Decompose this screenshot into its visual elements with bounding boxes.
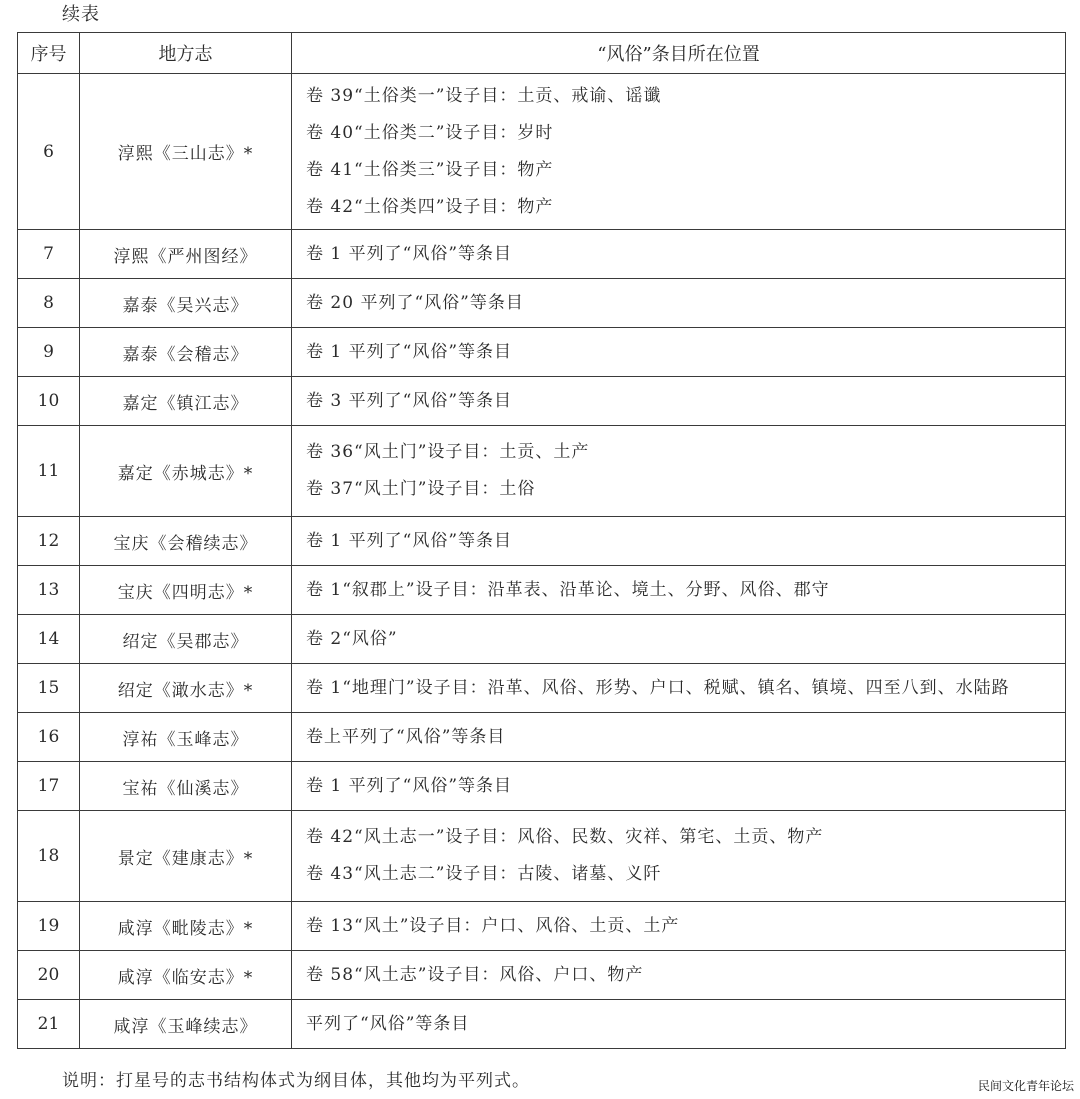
gazetteer-name: 绍定《吴郡志》	[80, 615, 292, 664]
custom-entry-location	[292, 230, 1066, 279]
location-line: 平列了“风俗”等条目	[306, 1013, 470, 1034]
row-number: 12	[18, 517, 80, 566]
gazetteer-name: 绍定《澉水志》*	[80, 664, 292, 713]
gazetteer-name: 景定《建康志》*	[80, 811, 292, 902]
location-line: 卷 1 平列了“风俗”等条目	[306, 530, 513, 551]
custom-entry-location	[292, 762, 1066, 811]
location-line: 卷 1“地理门”设子目：沿革、风俗、形势、户口、税赋、镇名、镇境、四至八到、水陆路	[306, 677, 1010, 698]
location-line: 卷 1 平列了“风俗”等条目	[306, 775, 513, 796]
row-number: 9	[18, 328, 80, 377]
custom-entry-location	[292, 279, 1066, 328]
custom-entry-location	[292, 615, 1066, 664]
table-row	[18, 426, 1066, 517]
table-row	[18, 1000, 1066, 1049]
location-line: 卷 20 平列了“风俗”等条目	[306, 292, 524, 313]
row-number: 16	[18, 713, 80, 762]
row-number: 11	[18, 426, 80, 517]
gazetteer-name: 宝庆《四明志》*	[80, 566, 292, 615]
custom-entry-location	[292, 426, 1066, 517]
header-location: “风俗”条目所在位置	[292, 33, 1066, 74]
custom-entry-location	[292, 664, 1066, 713]
custom-entry-location	[292, 1000, 1066, 1049]
table-row	[18, 762, 1066, 811]
location-line: 卷 41“土俗类三”设子目：物产	[306, 159, 554, 180]
custom-entry-location	[292, 713, 1066, 762]
gazetteer-name: 咸淳《临安志》*	[80, 951, 292, 1000]
gazetteer-name: 嘉泰《吴兴志》	[80, 279, 292, 328]
table-row	[18, 377, 1066, 426]
gazetteer-name: 咸淳《玉峰续志》	[80, 1000, 292, 1049]
table-row	[18, 615, 1066, 664]
gazetteer-name: 淳熙《严州图经》	[80, 230, 292, 279]
table-header-row	[18, 33, 1066, 74]
table-note: 说明：打星号的志书结构体式为纲目体，其他均为平列式。	[62, 1071, 530, 1091]
custom-entry-location	[292, 377, 1066, 426]
gazetteer-name: 嘉泰《会稽志》	[80, 328, 292, 377]
location-line: 卷 3 平列了“风俗”等条目	[306, 390, 513, 411]
custom-entry-location	[292, 74, 1066, 230]
location-line: 卷 1 平列了“风俗”等条目	[306, 341, 513, 362]
location-line: 卷 43“风土志二”设子目：古陵、诸墓、义阡	[306, 864, 662, 884]
location-line: 卷 58“风土志”设子目：风俗、户口、物产	[306, 964, 644, 985]
row-number: 14	[18, 615, 80, 664]
watermark-text: 民间文化青年论坛	[977, 1079, 1074, 1093]
table-row	[18, 664, 1066, 713]
location-line: 卷 13“风土”设子目：户口、风俗、土贡、土产	[306, 915, 680, 936]
table-continued-caption: 续表	[62, 4, 100, 25]
gazetteer-name: 嘉定《赤城志》*	[80, 426, 292, 517]
row-number: 17	[18, 762, 80, 811]
custom-entry-location	[292, 951, 1066, 1000]
table-row	[18, 517, 1066, 566]
table-row	[18, 566, 1066, 615]
location-line: 卷 36“风土门”设子目：土贡、土产	[306, 442, 590, 462]
row-number: 10	[18, 377, 80, 426]
header-num: 序号	[18, 33, 80, 74]
table-row	[18, 713, 1066, 762]
location-line: 卷 1 平列了“风俗”等条目	[306, 243, 513, 264]
location-line: 卷 2“风俗”	[306, 628, 398, 649]
row-number: 15	[18, 664, 80, 713]
table-row	[18, 811, 1066, 902]
table-row	[18, 328, 1066, 377]
custom-entry-location	[292, 566, 1066, 615]
table-row	[18, 74, 1066, 230]
custom-entry-location	[292, 328, 1066, 377]
gazetteer-name: 淳熙《三山志》*	[80, 74, 292, 230]
location-line: 卷 42“土俗类四”设子目：物产	[306, 196, 554, 217]
row-number: 6	[18, 74, 80, 230]
gazetteer-name: 宝祐《仙溪志》	[80, 762, 292, 811]
gazetteer-name: 宝庆《会稽续志》	[80, 517, 292, 566]
location-line: 卷 40“土俗类二”设子目：岁时	[306, 122, 554, 143]
table-row	[18, 230, 1066, 279]
row-number: 18	[18, 811, 80, 902]
table-row	[18, 279, 1066, 328]
location-line: 卷 1“叙郡上”设子目：沿革表、沿革论、境土、分野、风俗、郡守	[306, 579, 830, 600]
location-line: 卷 42“风土志一”设子目：风俗、民数、灾祥、第宅、土贡、物产	[306, 827, 824, 847]
custom-entry-location	[292, 902, 1066, 951]
row-number: 8	[18, 279, 80, 328]
header-gazetteer: 地方志	[80, 33, 292, 74]
table-row	[18, 951, 1066, 1000]
row-number: 21	[18, 1000, 80, 1049]
table-body	[18, 74, 1066, 1049]
custom-entry-location	[292, 811, 1066, 902]
local-gazetteer-table	[17, 32, 1066, 1049]
row-number: 20	[18, 951, 80, 1000]
location-line: 卷 37“风土门”设子目：土俗	[306, 479, 536, 499]
custom-entry-location	[292, 517, 1066, 566]
location-line: 卷上平列了“风俗”等条目	[306, 726, 506, 747]
gazetteer-name: 淳祐《玉峰志》	[80, 713, 292, 762]
row-number: 19	[18, 902, 80, 951]
location-line: 卷 39“土俗类一”设子目：土贡、戒谕、谣谶	[306, 85, 662, 106]
gazetteer-name: 咸淳《毗陵志》*	[80, 902, 292, 951]
table-row	[18, 902, 1066, 951]
row-number: 13	[18, 566, 80, 615]
row-number: 7	[18, 230, 80, 279]
gazetteer-name: 嘉定《镇江志》	[80, 377, 292, 426]
